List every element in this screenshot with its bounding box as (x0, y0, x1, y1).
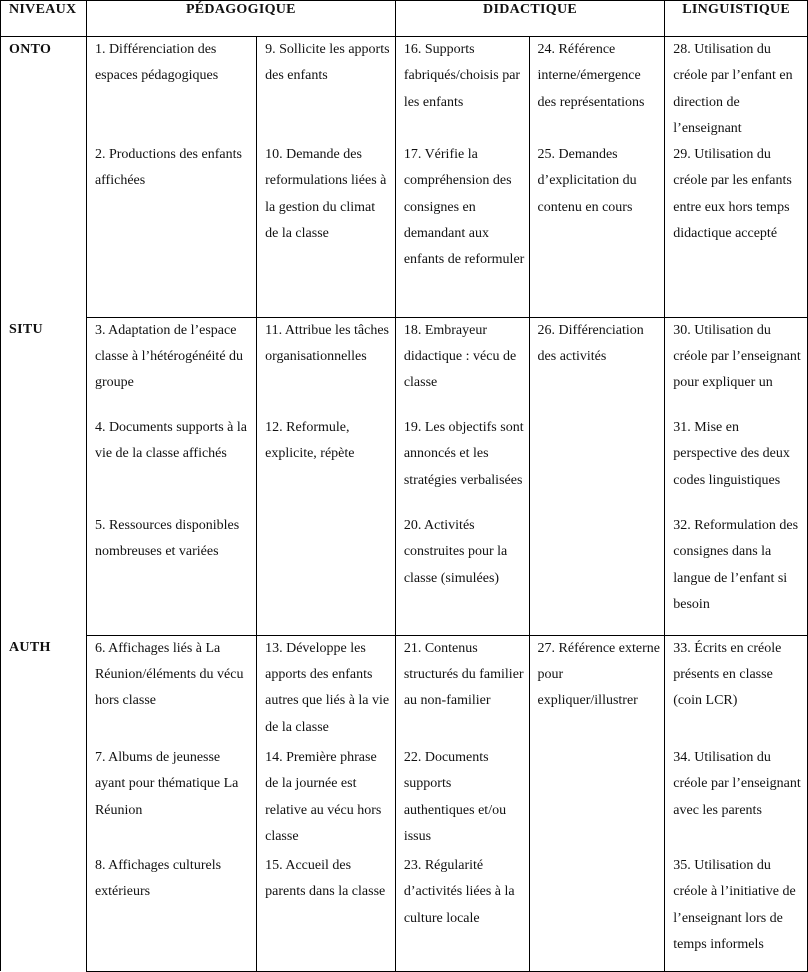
level-label (1, 745, 87, 853)
table-row (1, 415, 808, 513)
cell-pedagogique-1: 2. Productions des enfants affichées (86, 142, 256, 317)
header-linguistique: LINGUISTIQUE (665, 1, 808, 37)
cell-pedagogique-1: 7. Albums de jeunesse ayant pour thématique La Réunion (86, 745, 256, 853)
cell-didactique-2 (529, 415, 665, 513)
table-row (1, 513, 808, 635)
cell-pedagogique-2: 14. Première phrase de la journée est relative au vécu hors classe (257, 745, 396, 853)
cell-didactique-2: 25. Demandes d’explicitation du contenu en cours (529, 142, 665, 317)
cell-didactique-1: 18. Embrayeur didactique : vécu de classe (395, 317, 529, 415)
header-row (1, 1, 808, 37)
cell-linguistique: 30. Utilisation du créole par l’enseignant pour expliquer un (665, 317, 808, 415)
cell-didactique-1: 21. Contenus structurés du familier au non-familier (395, 635, 529, 745)
cell-didactique-1: 17. Vérifie la compréhension des consignes en demandant aux enfants de reformuler (395, 142, 529, 317)
header-niveaux: NIVEAUX (1, 1, 87, 37)
cell-didactique-1: 23. Régularité d’activités liées à la culture locale (395, 853, 529, 971)
level-label (1, 853, 87, 971)
cell-linguistique: 28. Utilisation du créole par l’enfant en direction de l’enseignant (665, 37, 808, 143)
cell-pedagogique-1: 1. Différenciation des espaces pédagogiques (86, 37, 256, 143)
header-pedagogique: PÉDAGOGIQUE (86, 1, 395, 37)
cell-linguistique: 34. Utilisation du créole par l’enseignant avec les parents (665, 745, 808, 853)
cell-pedagogique-2: 13. Développe les apports des enfants autres que liés à la vie de la classe (257, 635, 396, 745)
cell-pedagogique-1: 3. Adaptation de l’espace classe à l’hétérogénéité du groupe (86, 317, 256, 415)
cell-didactique-1: 19. Les objectifs sont annoncés et les stratégies verbalisées (395, 415, 529, 513)
cell-pedagogique-2: 9. Sollicite les apports des enfants (257, 37, 396, 143)
cell-pedagogique-2: 10. Demande des reformulations liées à la gestion du climat de la classe (257, 142, 396, 317)
cell-linguistique: 33. Écrits en créole présents en classe (coin LCR) (665, 635, 808, 745)
cell-pedagogique-2: 12. Reformule, explicite, répète (257, 415, 396, 513)
level-label: AUTH (1, 635, 87, 745)
cell-pedagogique-2: 15. Accueil des parents dans la classe (257, 853, 396, 971)
level-label (1, 142, 87, 317)
cell-linguistique: 32. Reformulation des consignes dans la langue de l’enfant si besoin (665, 513, 808, 635)
level-label: SITU (1, 317, 87, 415)
cell-linguistique: 35. Utilisation du créole à l’initiative de l’enseignant lors de temps informels (665, 853, 808, 971)
table-row (1, 142, 808, 317)
cell-pedagogique-1: 5. Ressources disponibles nombreuses et variées (86, 513, 256, 635)
level-label: ONTO (1, 37, 87, 143)
cell-didactique-1: 20. Activités construites pour la classe (simulées) (395, 513, 529, 635)
cell-linguistique: 31. Mise en perspective des deux codes linguistiques (665, 415, 808, 513)
cell-didactique-2 (529, 853, 665, 971)
cell-pedagogique-1: 6. Affichages liés à La Réunion/éléments du vécu hors classe (86, 635, 256, 745)
table-row (1, 317, 808, 415)
cell-didactique-2 (529, 513, 665, 635)
cell-didactique-1: 16. Supports fabriqués/choisis par les enfants (395, 37, 529, 143)
header-didactique: DIDACTIQUE (395, 1, 664, 37)
level-label (1, 513, 87, 635)
table-row (1, 853, 808, 971)
cell-didactique-1: 22. Documents supports authentiques et/ou issus (395, 745, 529, 853)
cell-pedagogique-1: 8. Affichages culturels extérieurs (86, 853, 256, 971)
cell-pedagogique-1: 4. Documents supports à la vie de la classe affichés (86, 415, 256, 513)
cell-didactique-2: 27. Référence externe pour expliquer/illustrer (529, 635, 665, 745)
table-row (1, 745, 808, 853)
cell-didactique-2: 26. Différenciation des activités (529, 317, 665, 415)
cell-linguistique: 29. Utilisation du créole par les enfants entre eux hors temps didactique accepté (665, 142, 808, 317)
table-row (1, 635, 808, 745)
cell-pedagogique-2: 11. Attribue les tâches organisationnelles (257, 317, 396, 415)
table-row (1, 37, 808, 143)
cell-didactique-2: 24. Référence interne/émergence des représentations (529, 37, 665, 143)
cell-didactique-2 (529, 745, 665, 853)
level-label (1, 415, 87, 513)
cell-pedagogique-2 (257, 513, 396, 635)
